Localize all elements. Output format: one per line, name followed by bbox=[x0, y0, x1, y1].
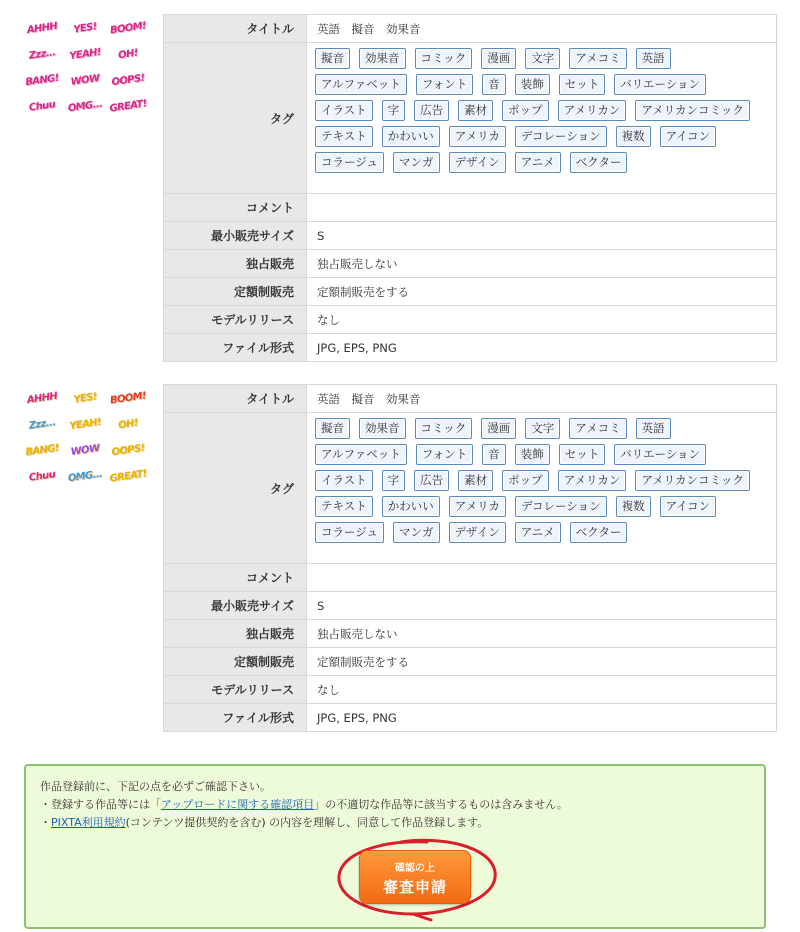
tag-button[interactable]: アメリカンコミック bbox=[635, 100, 749, 121]
tag-button[interactable]: かわいい bbox=[382, 496, 440, 517]
thumbnail-word: AHHH bbox=[26, 20, 58, 36]
file-format-label: ファイル形式 bbox=[164, 334, 307, 362]
tag-button[interactable]: 複数 bbox=[616, 126, 651, 147]
tag-button[interactable]: イラスト bbox=[315, 100, 373, 121]
tag-button[interactable]: かわいい bbox=[382, 126, 440, 147]
thumbnail-word: YES! bbox=[72, 390, 98, 406]
tag-button[interactable]: 素材 bbox=[458, 470, 493, 491]
thumbnail-word: BANG! bbox=[24, 442, 60, 458]
tag-button[interactable]: イラスト bbox=[315, 470, 373, 491]
tag-button[interactable]: 文字 bbox=[525, 48, 560, 69]
tag-button[interactable]: マンガ bbox=[393, 522, 440, 543]
thumbnail-word: GREAT! bbox=[108, 467, 148, 485]
file-format-value: JPG, EPS, PNG bbox=[307, 334, 777, 362]
tag-button[interactable]: 字 bbox=[382, 100, 406, 121]
tag-button[interactable]: アメコミ bbox=[569, 418, 626, 439]
tag-button[interactable]: フォント bbox=[416, 444, 473, 465]
tag-button[interactable]: 漫画 bbox=[481, 418, 516, 439]
tag-button[interactable]: 効果音 bbox=[359, 48, 406, 69]
tag-button[interactable]: セット bbox=[559, 444, 606, 465]
pixta-terms-link[interactable]: PIXTA利用規約 bbox=[51, 816, 126, 829]
tag-button[interactable]: アイコン bbox=[660, 126, 717, 147]
tag-button[interactable]: テキスト bbox=[315, 496, 373, 517]
submit-button-line1: 確認の上 bbox=[395, 863, 435, 874]
model-release-label: モデルリリース bbox=[164, 306, 307, 334]
thumbnail-word: Zzz... bbox=[28, 416, 56, 432]
thumbnail-word: Zzz... bbox=[28, 46, 56, 62]
tag-label: タグ bbox=[164, 43, 307, 194]
thumbnail-word: YES! bbox=[72, 20, 98, 36]
submit-button-line2: 審査申請 bbox=[382, 878, 447, 896]
thumbnail-word: Chuu bbox=[28, 468, 56, 484]
subscription-value: 定額制販売をする bbox=[307, 648, 777, 676]
tag-button[interactable]: 広告 bbox=[414, 100, 449, 121]
thumbnail-word: YEAH! bbox=[68, 46, 102, 62]
thumbnail-word: OMG... bbox=[67, 468, 103, 484]
comment-value bbox=[307, 564, 777, 592]
title-label: タイトル bbox=[164, 385, 307, 413]
tag-button[interactable]: コミック bbox=[415, 418, 473, 439]
file-format-value: JPG, EPS, PNG bbox=[307, 704, 777, 732]
thumbnail-word: OH! bbox=[117, 47, 139, 61]
submit-review-button[interactable] bbox=[359, 850, 471, 904]
tag-list bbox=[315, 47, 768, 173]
item-2-info-table bbox=[163, 384, 777, 732]
tag-button[interactable]: デザイン bbox=[449, 522, 506, 543]
confirm-line-upload-items bbox=[40, 796, 568, 814]
tag-button[interactable]: アルファベット bbox=[315, 74, 407, 95]
tag-button[interactable]: テキスト bbox=[315, 126, 373, 147]
tag-button[interactable]: コラージュ bbox=[315, 152, 384, 173]
tag-button[interactable]: フォント bbox=[416, 74, 473, 95]
confirm-line2-suffix: 」の不適切な作品等に該当するものは含みません。 bbox=[314, 798, 568, 811]
exclusive-value: 独占販売しない bbox=[307, 620, 777, 648]
subscription-label: 定額制販売 bbox=[164, 278, 307, 306]
tag-label: タグ bbox=[164, 413, 307, 564]
tag-button[interactable]: デコレーション bbox=[515, 126, 607, 147]
tag-button[interactable]: コミック bbox=[415, 48, 473, 69]
tag-button[interactable]: 効果音 bbox=[359, 418, 406, 439]
model-release-value: なし bbox=[307, 676, 777, 704]
tag-button[interactable]: アメリカン bbox=[558, 470, 627, 491]
tag-button[interactable]: ベクター bbox=[570, 152, 628, 173]
confirm-line-terms bbox=[40, 814, 568, 832]
tag-button[interactable]: アメリカンコミック bbox=[635, 470, 749, 491]
tag-button[interactable]: バリエーション bbox=[614, 444, 706, 465]
tag-button[interactable]: 擬音 bbox=[315, 418, 350, 439]
model-release-label: モデルリリース bbox=[164, 676, 307, 704]
comment-label: コメント bbox=[164, 194, 307, 222]
tag-button[interactable]: 英語 bbox=[636, 418, 671, 439]
tag-button[interactable]: アルファベット bbox=[315, 444, 407, 465]
item-2-thumbnail[interactable] bbox=[22, 386, 148, 498]
confirm-line3-suffix: (コンテンツ提供契約を含む) の内容を理解し、同意して作品登録します。 bbox=[125, 816, 489, 829]
confirmation-box bbox=[24, 764, 766, 929]
thumbnail-word: WOW bbox=[69, 72, 101, 88]
tag-button[interactable]: 装飾 bbox=[515, 444, 550, 465]
tag-button[interactable]: 字 bbox=[382, 470, 406, 491]
tag-button[interactable]: 装飾 bbox=[515, 74, 550, 95]
thumbnail-word: OH! bbox=[117, 417, 139, 431]
tag-button[interactable]: ポップ bbox=[502, 100, 549, 121]
confirm-intro: 作品登録前に、下記の点を必ずご確認下さい。 bbox=[40, 780, 271, 793]
model-release-value: なし bbox=[307, 306, 777, 334]
tag-button[interactable]: アメリカ bbox=[449, 126, 506, 147]
tag-button[interactable]: デザイン bbox=[449, 152, 506, 173]
thumbnail-word: BOOM! bbox=[109, 390, 147, 406]
min-size-value: S bbox=[307, 222, 777, 250]
tag-button[interactable]: アメコミ bbox=[569, 48, 626, 69]
upload-check-items-link[interactable]: アップロードに関する確認項目 bbox=[161, 798, 315, 811]
thumbnail-word: AHHH bbox=[26, 390, 58, 406]
thumbnail-word: BANG! bbox=[24, 72, 60, 88]
tag-button[interactable]: デコレーション bbox=[515, 496, 607, 517]
title-value: 英語 擬音 効果音 bbox=[307, 15, 777, 43]
tag-list bbox=[315, 417, 768, 543]
confirm-line2-prefix: ・登録する作品等には「 bbox=[40, 798, 161, 811]
comment-label: コメント bbox=[164, 564, 307, 592]
tag-button[interactable]: アイコン bbox=[660, 496, 717, 517]
comment-value bbox=[307, 194, 777, 222]
file-format-label: ファイル形式 bbox=[164, 704, 307, 732]
tag-button[interactable]: バリエーション bbox=[614, 74, 706, 95]
tag-button[interactable]: アメリカ bbox=[449, 496, 506, 517]
thumbnail-word: YEAH! bbox=[68, 416, 102, 432]
tag-button[interactable]: 擬音 bbox=[315, 48, 350, 69]
thumbnail-word: OMG... bbox=[67, 98, 103, 114]
tag-button[interactable]: セット bbox=[559, 74, 606, 95]
tag-button[interactable]: 文字 bbox=[525, 418, 560, 439]
tag-button[interactable]: 英語 bbox=[636, 48, 671, 69]
thumbnail-word: GREAT! bbox=[108, 97, 148, 115]
tag-button[interactable]: 音 bbox=[482, 444, 506, 465]
tag-button[interactable]: アメリカン bbox=[558, 100, 627, 121]
thumbnail-word: BOOM! bbox=[109, 20, 147, 36]
tag-button[interactable]: 漫画 bbox=[481, 48, 516, 69]
thumbnail-word: OOPS! bbox=[110, 72, 146, 88]
thumbnail-word: Chuu bbox=[28, 98, 56, 114]
min-size-label: 最小販売サイズ bbox=[164, 222, 307, 250]
thumbnail-word: OOPS! bbox=[110, 442, 146, 458]
subscription-label: 定額制販売 bbox=[164, 648, 307, 676]
tag-button[interactable]: アニメ bbox=[515, 152, 561, 173]
tag-button[interactable]: コラージュ bbox=[315, 522, 384, 543]
tag-button[interactable]: 複数 bbox=[616, 496, 651, 517]
tag-button[interactable]: アニメ bbox=[515, 522, 561, 543]
title-label: タイトル bbox=[164, 15, 307, 43]
item-1-info-table bbox=[163, 14, 777, 362]
exclusive-label: 独占販売 bbox=[164, 250, 307, 278]
tag-button[interactable]: 広告 bbox=[414, 470, 449, 491]
tag-button[interactable]: 素材 bbox=[458, 100, 493, 121]
title-value: 英語 擬音 効果音 bbox=[307, 385, 777, 413]
thumbnail-word: WOW bbox=[69, 442, 101, 458]
exclusive-value: 独占販売しない bbox=[307, 250, 777, 278]
tag-button[interactable]: 音 bbox=[482, 74, 506, 95]
item-1-thumbnail[interactable] bbox=[22, 16, 148, 128]
exclusive-label: 独占販売 bbox=[164, 620, 307, 648]
subscription-value: 定額制販売をする bbox=[307, 278, 777, 306]
tag-button[interactable]: マンガ bbox=[393, 152, 440, 173]
tag-button[interactable]: ポップ bbox=[502, 470, 549, 491]
tag-button[interactable]: ベクター bbox=[570, 522, 628, 543]
confirm-line3-prefix: ・ bbox=[40, 816, 51, 829]
min-size-label: 最小販売サイズ bbox=[164, 592, 307, 620]
min-size-value: S bbox=[307, 592, 777, 620]
